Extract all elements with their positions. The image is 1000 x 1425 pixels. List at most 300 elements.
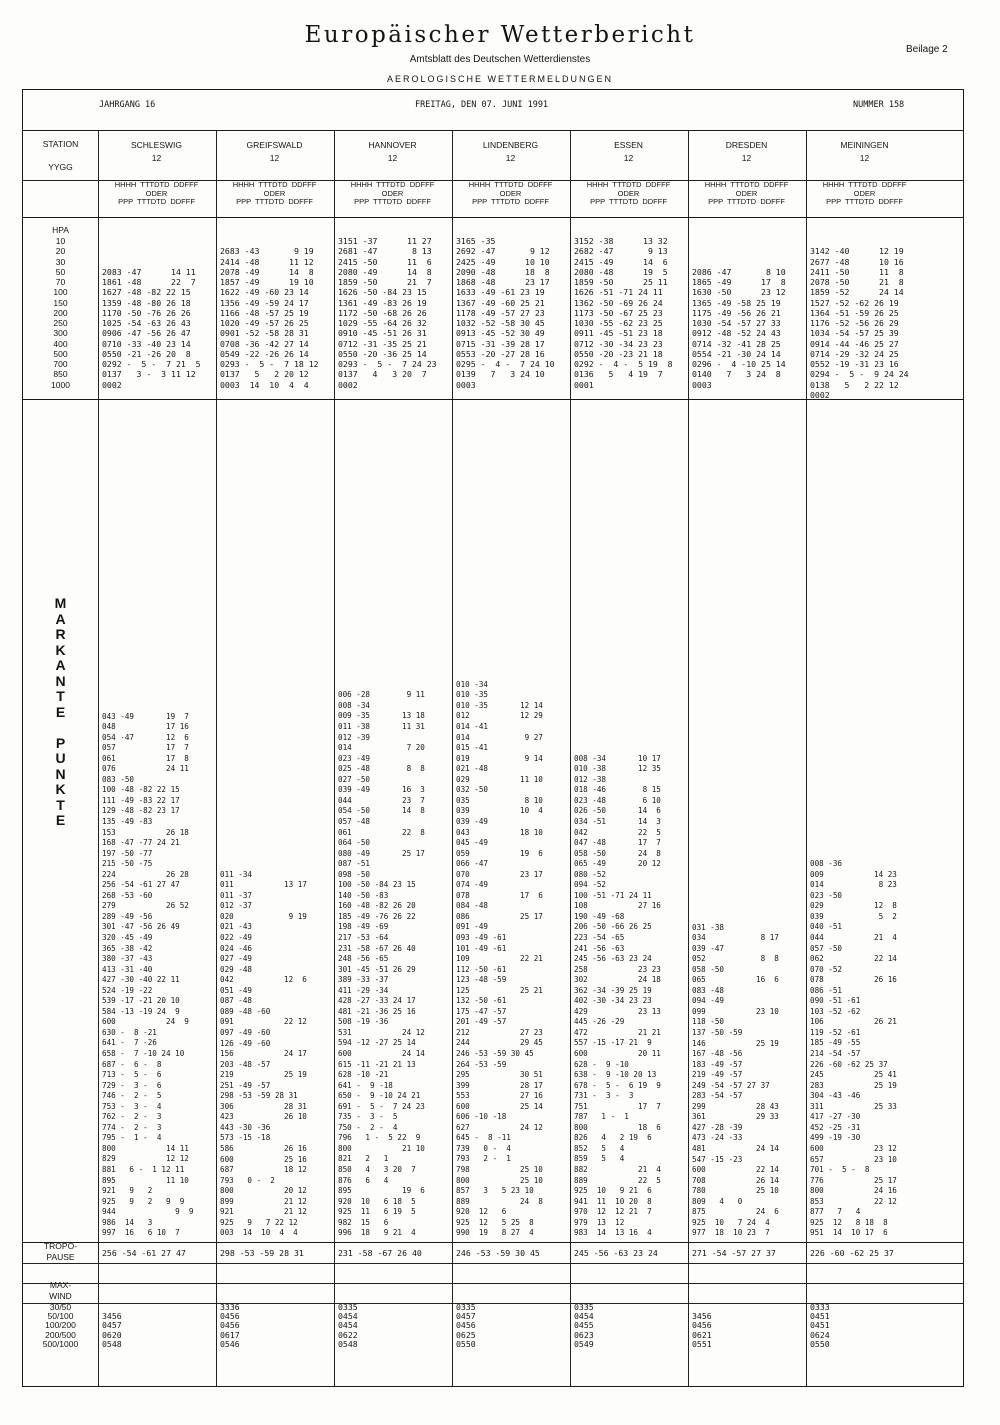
markante-row: 256 -54 -61 27 47 bbox=[102, 880, 180, 890]
markante-row: 793 2 - 1 bbox=[456, 1154, 511, 1164]
markante-row: 019 9 14 bbox=[456, 753, 543, 763]
markante-row: 264 -53 -59 bbox=[456, 1059, 507, 1069]
format-line: PPP TTTDTD DDFFF bbox=[472, 197, 549, 207]
markante-row: 925 11 6 19 5 bbox=[338, 1207, 416, 1217]
maxwind-row: 0621 bbox=[692, 1329, 712, 1340]
markante-row: 047 -48 17 7 bbox=[574, 838, 661, 848]
markante-row: 826 4 2 19 6 bbox=[574, 1133, 652, 1143]
wind-level: 50/100 bbox=[47, 1311, 74, 1322]
level-row: 1020 -49 -57 26 25 bbox=[220, 318, 309, 328]
maxwind-row: 0333 bbox=[810, 1302, 830, 1312]
maxwind-column bbox=[102, 1303, 122, 1349]
markante-row: 244 29 45 bbox=[456, 1038, 543, 1048]
pressure-level: 250 bbox=[53, 318, 68, 328]
station-name: MEININGEN bbox=[840, 140, 889, 150]
station-yygg: 12 bbox=[269, 153, 280, 163]
markante-row: 203 -48 -57 bbox=[220, 1059, 271, 1069]
tropopause-label: TROPO- PAUSE bbox=[43, 1241, 78, 1262]
markante-row: 251 -49 -57 bbox=[220, 1080, 271, 1090]
station-header bbox=[99, 139, 214, 165]
markante-row: 111 -49 -83 22 17 bbox=[102, 795, 180, 805]
markante-row: 657 23 10 bbox=[810, 1154, 897, 1164]
level-row: 0715 -31 -39 28 17 bbox=[456, 338, 545, 349]
format-line: ODER bbox=[499, 188, 522, 198]
station-name: GREIFSWALD bbox=[246, 140, 303, 150]
markante-row: 062 22 14 bbox=[810, 954, 897, 964]
level-row: 1170 -50 -76 26 26 bbox=[102, 307, 191, 318]
level-row bbox=[102, 236, 218, 246]
markante-row: 093 -49 -61 bbox=[456, 932, 507, 942]
markante-row: 997 16 6 10 7 bbox=[102, 1228, 180, 1238]
markante-column bbox=[220, 870, 336, 1239]
markante-row: 009 -35 13 18 bbox=[338, 711, 425, 721]
level-row: 1166 -48 -57 25 19 bbox=[220, 307, 309, 318]
markante-row: 852 5 4 bbox=[574, 1143, 625, 1153]
level-row: 0139 7 3 24 10 bbox=[456, 369, 545, 380]
markante-row: 024 -46 bbox=[220, 943, 253, 953]
markante-row: 109 22 21 bbox=[456, 954, 543, 964]
format-line: HHHH TTTDTD DDFFF bbox=[350, 180, 435, 189]
markante-row: 051 -49 bbox=[220, 985, 253, 995]
maxwind-column bbox=[456, 1303, 476, 1349]
markante-column bbox=[338, 690, 454, 1238]
pressure-level: 10 bbox=[55, 236, 66, 246]
markante-row: 298 -53 -59 28 31 bbox=[220, 1091, 298, 1101]
markante-row: 039 -47 bbox=[692, 943, 725, 953]
level-row: 1175 -49 -56 26 21 bbox=[692, 307, 781, 318]
station-header bbox=[807, 139, 922, 165]
markante-row: 427 -28 -39 bbox=[692, 1122, 743, 1132]
markante-row: 829 12 12 bbox=[102, 1154, 189, 1164]
markante-row: 638 - 9 -10 20 13 bbox=[574, 1070, 657, 1080]
markante-row: 921 9 2 bbox=[102, 1186, 153, 1196]
maxwind-row: 0546 bbox=[220, 1338, 240, 1349]
markante-row: 076 24 11 bbox=[102, 764, 189, 774]
markante-row: 925 9 2 9 9 bbox=[102, 1196, 185, 1206]
row-divider bbox=[23, 217, 963, 218]
maxwind-row: 0551 bbox=[692, 1338, 712, 1349]
markante-row: 125 25 21 bbox=[456, 985, 543, 995]
markante-row: 800 21 10 bbox=[338, 1143, 425, 1153]
level-row: 2425 -49 10 10 bbox=[456, 256, 550, 267]
markante-letter: R bbox=[55, 626, 66, 642]
hpa-label: HPA bbox=[52, 225, 69, 235]
level-row: 1857 -49 19 10 bbox=[220, 277, 314, 287]
markante-row: 112 -50 -61 bbox=[456, 964, 507, 974]
level-row: 2078 -50 21 8 bbox=[810, 277, 904, 287]
markante-row: 070 -52 bbox=[810, 964, 843, 974]
markante-row: 735 - 3 - 5 bbox=[338, 1112, 398, 1122]
markante-row: 022 -49 bbox=[220, 933, 253, 943]
level-row: 0293 - 5 - 7 24 23 bbox=[338, 359, 437, 369]
level-row: 2411 -50 11 8 bbox=[810, 266, 904, 277]
markante-row: 044 21 4 bbox=[810, 933, 897, 943]
markante-row: 057 17 7 bbox=[102, 743, 189, 753]
markante-row: 015 -41 bbox=[456, 743, 489, 753]
maxwind-row: 0451 bbox=[810, 1320, 830, 1331]
level-row bbox=[102, 257, 218, 267]
markante-row: 821 2 1 bbox=[338, 1154, 389, 1164]
tropopause-value: 231 -58 -67 26 40 bbox=[338, 1248, 422, 1258]
markante-letter: E bbox=[55, 703, 66, 720]
format-line: ODER bbox=[853, 188, 876, 198]
markante-row: 185 -49 -76 26 22 bbox=[338, 911, 416, 921]
maxwind-row: 0335 bbox=[574, 1302, 594, 1312]
level-row: 0554 -21 -30 24 14 bbox=[692, 348, 781, 359]
maxwind-row: 0550 bbox=[456, 1338, 476, 1349]
level-row: 0714 -29 -32 24 25 bbox=[810, 348, 899, 359]
maxwind-column bbox=[220, 1303, 240, 1349]
markante-row: 925 12 8 18 8 bbox=[810, 1217, 888, 1227]
level-row: 2683 -43 9 19 bbox=[220, 246, 314, 257]
markante-row: 010 -34 bbox=[456, 679, 489, 689]
markante-row: 094 -52 bbox=[574, 880, 607, 890]
markante-row: 156 24 17 bbox=[220, 1049, 307, 1059]
markante-letter: N bbox=[55, 672, 66, 689]
station-yygg: 12 bbox=[741, 153, 752, 163]
level-row: 1361 -49 -83 26 19 bbox=[338, 297, 427, 308]
markante-row: 302 24 18 bbox=[574, 975, 661, 985]
column-divider bbox=[98, 130, 99, 1386]
markante-row: 925 10 9 21 6 bbox=[574, 1186, 652, 1196]
markante-row: 445 -26 -29 bbox=[574, 1017, 625, 1027]
markante-row: 979 13 12 bbox=[574, 1217, 625, 1227]
station-label: STATION bbox=[42, 139, 79, 149]
markante-row: 057 -48 bbox=[338, 816, 371, 826]
markante-row: 362 -34 -39 25 19 bbox=[574, 985, 652, 995]
markante-row: 531 24 12 bbox=[338, 1027, 425, 1037]
markante-row: 100 -48 -82 22 15 bbox=[102, 785, 180, 795]
markante-row: 594 -12 -27 25 14 bbox=[338, 1038, 416, 1048]
maxwind-row: 0335 bbox=[456, 1302, 476, 1312]
level-row: 1173 -50 -67 25 23 bbox=[574, 307, 663, 318]
markante-row: 070 23 17 bbox=[456, 869, 543, 879]
markante-row: 065 16 6 bbox=[692, 975, 779, 985]
markante-row: 889 22 5 bbox=[574, 1175, 661, 1185]
markante-row: 029 11 10 bbox=[456, 774, 543, 784]
level-row: 0137 5 2 20 12 bbox=[220, 369, 309, 380]
markante-row: 283 25 19 bbox=[810, 1080, 897, 1090]
markante-row: 034 -51 14 3 bbox=[574, 816, 661, 826]
markante-row: 990 19 8 27 4 bbox=[456, 1228, 534, 1238]
level-row: 0712 -30 -34 23 23 bbox=[574, 338, 663, 349]
markante-letter: T bbox=[56, 796, 65, 813]
level-row: 0001 bbox=[574, 379, 594, 390]
format-line: ODER bbox=[145, 188, 168, 198]
station-header bbox=[689, 139, 804, 165]
markante-row: 941 11 10 20 8 bbox=[574, 1196, 652, 1206]
markante-row: 600 22 14 bbox=[692, 1165, 779, 1175]
markante-row: 986 14 3 bbox=[102, 1217, 153, 1227]
markante-row: 895 11 10 bbox=[102, 1175, 189, 1185]
pressure-level: 1000 bbox=[51, 379, 70, 390]
markante-row: 573 -15 -18 bbox=[220, 1133, 271, 1143]
markante-row: 365 -38 -42 bbox=[102, 943, 153, 953]
issue-number: NUMMER 158 bbox=[853, 100, 905, 110]
format-line: HHHH TTTDTD DDFFF bbox=[822, 180, 907, 189]
level-row: 2083 -47 14 11 bbox=[102, 266, 196, 277]
level-row: 1178 -49 -57 27 23 bbox=[456, 307, 545, 318]
maxwind-row: 0454 bbox=[338, 1320, 358, 1331]
tropopause-value: 245 -56 -63 23 24 bbox=[574, 1248, 658, 1258]
level-row: 2681 -47 8 13 bbox=[338, 246, 432, 257]
markante-row: 034 8 17 bbox=[692, 933, 779, 943]
markante-row: 628 - 9 -10 bbox=[574, 1059, 629, 1069]
markante-row: 780 25 10 bbox=[692, 1186, 779, 1196]
markante-row: 615 -11 -21 21 13 bbox=[338, 1059, 416, 1069]
markante-row: 042 12 6 bbox=[220, 975, 307, 985]
level-row bbox=[102, 246, 218, 256]
markante-row: 061 22 8 bbox=[338, 827, 425, 837]
format-line: PPP TTTDTD DDFFF bbox=[236, 197, 313, 207]
markante-row: 224 26 28 bbox=[102, 869, 189, 879]
markante-row: 630 - 8 -21 bbox=[102, 1027, 157, 1037]
markante-row: 066 -47 bbox=[456, 859, 489, 869]
markante-row: 217 -53 -64 bbox=[338, 932, 389, 942]
level-row: 0002 bbox=[102, 379, 122, 390]
markante-row: 123 -48 -59 bbox=[456, 975, 507, 985]
markante-letter: K bbox=[55, 641, 66, 658]
markante-row: 083 -48 bbox=[692, 985, 725, 995]
markante-row: 042 22 5 bbox=[574, 827, 661, 837]
markante-row: 219 25 19 bbox=[220, 1070, 307, 1080]
markante-row: 003 14 10 4 4 bbox=[220, 1228, 298, 1238]
markante-row: 389 -33 -37 bbox=[338, 975, 389, 985]
markante-row: 859 5 4 bbox=[574, 1154, 625, 1164]
markante-row: 058 -50 24 8 bbox=[574, 848, 661, 858]
pressure-level: 850 bbox=[53, 369, 68, 380]
level-row: 0914 -44 -46 25 27 bbox=[810, 338, 899, 349]
markante-row: 008 -34 bbox=[338, 700, 371, 710]
level-row: 1630 -50 23 12 bbox=[692, 287, 786, 298]
markante-letter: P bbox=[55, 734, 66, 751]
markante-row: 103 -52 -62 bbox=[810, 1006, 861, 1016]
markante-row: 739 0 - 4 bbox=[456, 1143, 511, 1153]
maxwind-row: 0620 bbox=[102, 1329, 122, 1340]
markante-letter: E bbox=[55, 812, 66, 828]
markante-row: 119 -52 -61 bbox=[810, 1027, 861, 1037]
markante-row: 031 -38 bbox=[692, 922, 725, 932]
markante-row: 473 -24 -33 bbox=[692, 1133, 743, 1143]
markante-row: 012 -39 bbox=[338, 732, 371, 742]
markante-row: 012 12 29 bbox=[456, 711, 543, 721]
format-line: HHHH TTTDTD DDFFF bbox=[114, 180, 199, 189]
markante-row: 029 -48 bbox=[220, 964, 253, 974]
markante-row: 106 26 21 bbox=[810, 1017, 897, 1027]
markante-row: 087 -51 bbox=[338, 859, 371, 869]
markante-row: 231 -58 -67 26 40 bbox=[338, 943, 416, 953]
markante-row: 008 -36 bbox=[810, 859, 843, 869]
wind-level: 100/200 bbox=[45, 1320, 76, 1331]
level-row: 3152 -38 13 32 bbox=[574, 236, 668, 246]
markante-row: 774 - 2 - 3 bbox=[102, 1122, 162, 1132]
level-row: 0140 7 3 24 8 bbox=[692, 369, 781, 380]
markante-row: 052 8 8 bbox=[692, 954, 779, 964]
standard-levels bbox=[810, 236, 926, 400]
markante-row: 857 3 5 23 10 bbox=[456, 1186, 534, 1196]
markante-row: 074 -49 bbox=[456, 880, 489, 890]
markante-row: 996 18 9 21 4 bbox=[338, 1228, 416, 1238]
level-row: 1633 -49 -61 23 19 bbox=[456, 287, 545, 298]
markante-row: 796 1 - 5 22 9 bbox=[338, 1133, 421, 1143]
markante-row: 795 - 1 - 4 bbox=[102, 1133, 162, 1143]
pressure-level: 400 bbox=[53, 338, 68, 349]
level-row: 2080 -49 14 8 bbox=[338, 266, 432, 277]
markante-row: 040 -51 bbox=[810, 922, 843, 932]
level-row: 1364 -51 -59 26 25 bbox=[810, 307, 899, 318]
markante-row: 925 10 7 24 4 bbox=[692, 1217, 770, 1227]
markante-row: 011 -38 11 31 bbox=[338, 722, 425, 732]
maxwind-levels bbox=[23, 1303, 98, 1349]
markante-row: 090 -51 -61 bbox=[810, 996, 861, 1006]
markante-row: 809 4 0 bbox=[692, 1196, 743, 1206]
level-row: 0003 bbox=[692, 379, 712, 390]
format-line: ODER bbox=[735, 188, 758, 198]
markante-row: 086 25 17 bbox=[456, 911, 543, 921]
markante-row: 206 -50 -66 26 25 bbox=[574, 922, 652, 932]
markante-letter: A bbox=[55, 657, 66, 673]
level-row: 1527 -52 -62 26 19 bbox=[810, 297, 899, 308]
markante-row: 006 -28 9 11 bbox=[338, 690, 425, 700]
markante-row: 021 -48 bbox=[456, 764, 489, 774]
level-row: 0901 -52 -58 28 31 bbox=[220, 328, 309, 339]
markante-row: 087 -48 bbox=[220, 996, 253, 1006]
markante-row: 970 12 12 21 7 bbox=[574, 1207, 652, 1217]
markante-row: 295 30 51 bbox=[456, 1070, 543, 1080]
station-header bbox=[335, 139, 450, 165]
level-row: 0708 -36 -42 27 14 bbox=[220, 338, 309, 349]
markante-row: 627 24 12 bbox=[456, 1122, 543, 1132]
format-line: HHHH TTTDTD DDFFF bbox=[232, 180, 317, 189]
level-row: 2682 -47 9 13 bbox=[574, 246, 668, 257]
station-yygg: 12 bbox=[859, 153, 870, 163]
maxwind-row: 0335 bbox=[338, 1302, 358, 1312]
markante-row: 011 -37 bbox=[220, 890, 253, 900]
markante-row: 023 -50 bbox=[810, 890, 843, 900]
markante-column bbox=[692, 923, 808, 1239]
level-row: 0906 -47 -56 26 47 bbox=[102, 328, 191, 339]
markante-row: 160 -48 -82 26 20 bbox=[338, 901, 416, 911]
level-row: 0911 -45 -51 23 18 bbox=[574, 328, 663, 339]
maxwind-row: 0622 bbox=[338, 1329, 358, 1340]
markante-row: 014 8 23 bbox=[810, 880, 897, 890]
markante-row: 039 -49 16 3 bbox=[338, 785, 425, 795]
level-row: 1356 -49 -59 24 17 bbox=[220, 297, 309, 308]
markante-row: 023 -48 6 10 bbox=[574, 795, 661, 805]
markante-row: 678 - 5 - 6 19 9 bbox=[574, 1080, 661, 1090]
markante-row: 020 9 19 bbox=[220, 911, 307, 921]
markante-row: 283 -54 -57 bbox=[692, 1091, 743, 1101]
tropopause-value: 246 -53 -59 30 45 bbox=[456, 1248, 540, 1258]
markante-row: 729 - 3 - 6 bbox=[102, 1080, 162, 1090]
pressure-level: 50 bbox=[55, 266, 66, 277]
markante-row: 584 -13 -19 24 9 bbox=[102, 1006, 180, 1016]
markante-row: 098 -50 bbox=[338, 869, 371, 879]
markante-row: 097 -49 -60 bbox=[220, 1027, 271, 1037]
markante-row: 983 14 13 16 4 bbox=[574, 1228, 652, 1238]
level-row: 0002 bbox=[338, 379, 358, 390]
maxwind-row: 0454 bbox=[574, 1311, 594, 1322]
level-row: 0549 -22 -26 26 14 bbox=[220, 348, 309, 359]
maxwind-row: 0457 bbox=[102, 1320, 122, 1331]
level-row: 2090 -48 18 8 bbox=[456, 266, 550, 277]
format-line: PPP TTTDTD DDFFF bbox=[590, 197, 667, 207]
format-line: PPP TTTDTD DDFFF bbox=[826, 197, 903, 207]
station-header bbox=[217, 139, 332, 165]
markante-row: 057 -50 bbox=[810, 943, 843, 953]
markante-row: 306 28 31 bbox=[220, 1101, 307, 1111]
level-row: 1859 -50 21 7 bbox=[338, 277, 432, 287]
markante-row: 701 - 5 - 8 bbox=[810, 1165, 870, 1175]
format-header bbox=[689, 181, 804, 207]
markante-row: 009 14 23 bbox=[810, 869, 897, 879]
markante-row: 687 - 6 - 8 bbox=[102, 1059, 162, 1069]
level-row: 0552 -19 -31 23 16 bbox=[810, 359, 899, 369]
pressure-level: 200 bbox=[53, 307, 68, 318]
level-row: 2080 -48 19 5 bbox=[574, 266, 668, 277]
format-header bbox=[335, 181, 450, 207]
markante-row: 061 17 8 bbox=[102, 753, 189, 763]
station-yygg: 12 bbox=[387, 153, 398, 163]
markante-row: 054 -47 12 6 bbox=[102, 732, 189, 742]
markante-row: 214 -54 -57 bbox=[810, 1049, 861, 1059]
markante-row: 380 -37 -43 bbox=[102, 954, 153, 964]
section-title: AEROLOGISCHE WETTERMELDUNGEN bbox=[386, 74, 614, 84]
markante-row: 399 28 17 bbox=[456, 1080, 543, 1090]
markante-row: 875 24 6 bbox=[692, 1207, 779, 1217]
markante-row: 800 20 12 bbox=[220, 1186, 307, 1196]
maxwind-column bbox=[692, 1303, 712, 1349]
maxwind-row: 0550 bbox=[810, 1338, 830, 1349]
level-row: 1859 -52 24 14 bbox=[810, 287, 904, 298]
station-name: DRESDEN bbox=[725, 140, 768, 150]
markante-row: 982 15 6 bbox=[338, 1217, 389, 1227]
markante-row: 023 -49 bbox=[338, 753, 371, 763]
markante-row: 452 -25 -31 bbox=[810, 1122, 861, 1132]
markante-row: 135 -49 -83 bbox=[102, 816, 153, 826]
level-row: 1359 -48 -80 26 18 bbox=[102, 297, 191, 308]
markante-row: 146 25 19 bbox=[692, 1038, 779, 1048]
level-row: 0912 -48 -52 24 43 bbox=[692, 328, 781, 339]
markante-row: 524 -19 -22 bbox=[102, 985, 153, 995]
level-row: 1172 -50 -68 26 26 bbox=[338, 307, 427, 318]
markante-row: 035 8 10 bbox=[456, 795, 543, 805]
markante-row: 245 -56 -63 23 24 bbox=[574, 954, 652, 964]
station-name: ESSEN bbox=[614, 140, 643, 150]
markante-row: 304 -43 -46 bbox=[810, 1091, 861, 1101]
level-row: 0295 - 4 - 7 24 10 bbox=[456, 359, 555, 369]
report-sheet bbox=[22, 89, 964, 1387]
markante-row: 011 -34 bbox=[220, 869, 253, 879]
markante-row: 600 25 14 bbox=[456, 1101, 543, 1111]
level-row: 1029 -55 -64 26 32 bbox=[338, 318, 427, 328]
standard-levels bbox=[692, 236, 808, 390]
level-row: 0553 -20 -27 28 16 bbox=[456, 348, 545, 359]
markante-row: 126 -49 -60 bbox=[220, 1038, 271, 1048]
markante-row: 054 -50 14 8 bbox=[338, 806, 425, 816]
level-row: 3151 -37 11 27 bbox=[338, 236, 432, 246]
standard-levels bbox=[456, 236, 572, 390]
markante-row: 084 -48 bbox=[456, 901, 489, 911]
markante-row: 045 -49 bbox=[456, 838, 489, 848]
markante-row: 043 18 10 bbox=[456, 827, 543, 837]
level-row: 0550 -20 -23 21 18 bbox=[574, 348, 663, 359]
markante-row: 687 18 12 bbox=[220, 1165, 307, 1175]
format-line: ODER bbox=[263, 188, 286, 198]
markante-row: 753 - 3 - 4 bbox=[102, 1101, 162, 1111]
markante-row: 129 -48 -82 23 17 bbox=[102, 806, 180, 816]
maxwind-row: 0456 bbox=[220, 1320, 240, 1331]
